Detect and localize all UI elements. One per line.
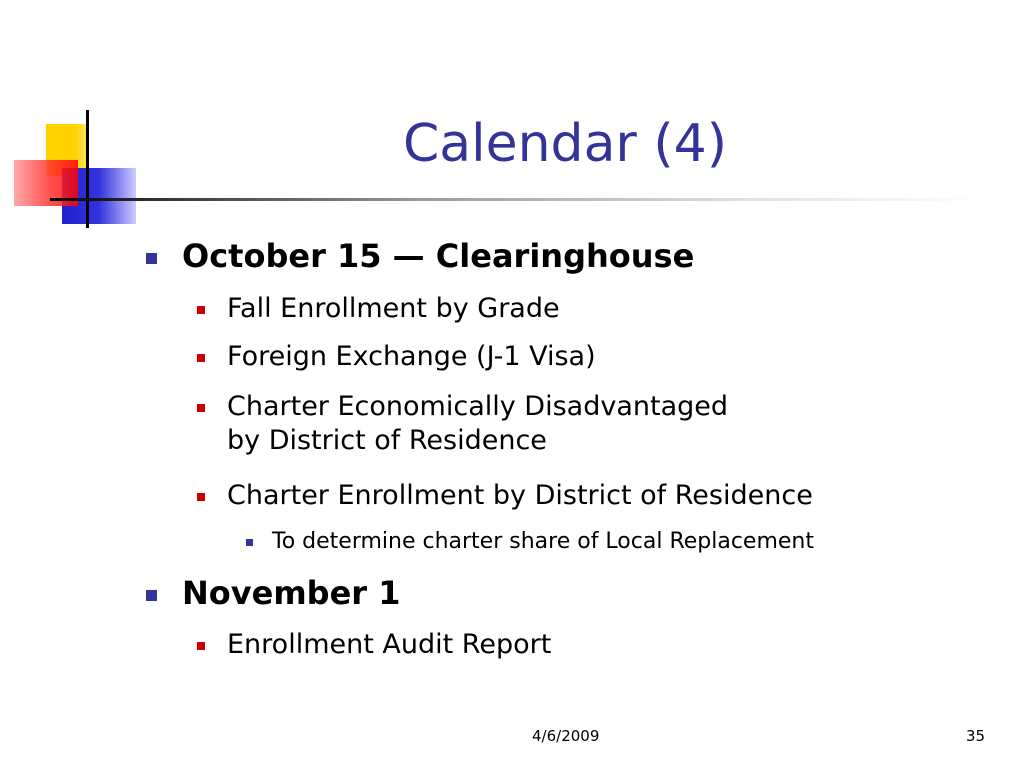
list-item-text-line1: Charter Economically Disadvantaged	[227, 391, 729, 422]
list-item-text: November 1	[182, 574, 401, 612]
list-item-text: Charter Enrollment by District of Residence	[227, 480, 813, 511]
list-item-text: Fall Enrollment by Grade	[227, 293, 560, 324]
slide-number: 35	[966, 727, 986, 745]
square-bullet-icon	[197, 642, 205, 650]
list-item-text: To determine charter share of Local Replacement	[272, 529, 814, 554]
square-bullet-icon	[146, 590, 157, 601]
square-bullet-icon	[197, 306, 205, 314]
square-bullet-icon	[197, 404, 205, 412]
list-item-local-replacement	[272, 528, 814, 556]
list-item-text: Enrollment Audit Report	[227, 629, 552, 660]
list-item-text: Foreign Exchange (J-1 Visa)	[227, 341, 596, 372]
square-bullet-icon	[146, 253, 157, 264]
list-item-foreign-exchange	[227, 340, 596, 374]
square-bullet-icon	[197, 493, 205, 501]
list-item-charter-enrollment	[227, 479, 813, 513]
list-item-fall-enrollment	[227, 292, 560, 326]
slide-title: Calendar (4)	[402, 114, 727, 174]
list-item-enrollment-audit	[227, 628, 551, 662]
square-bullet-icon	[197, 354, 205, 362]
list-item-october-15	[182, 236, 694, 276]
list-item-november-1	[182, 573, 400, 613]
list-item-charter-econ-disadvantaged	[227, 390, 728, 458]
footer-date: 4/6/2009	[532, 727, 600, 745]
square-bullet-icon	[246, 539, 253, 546]
list-item-text-line2: by District of Residence	[227, 424, 547, 456]
list-item-text: October 15 — Clearinghouse	[182, 237, 695, 275]
